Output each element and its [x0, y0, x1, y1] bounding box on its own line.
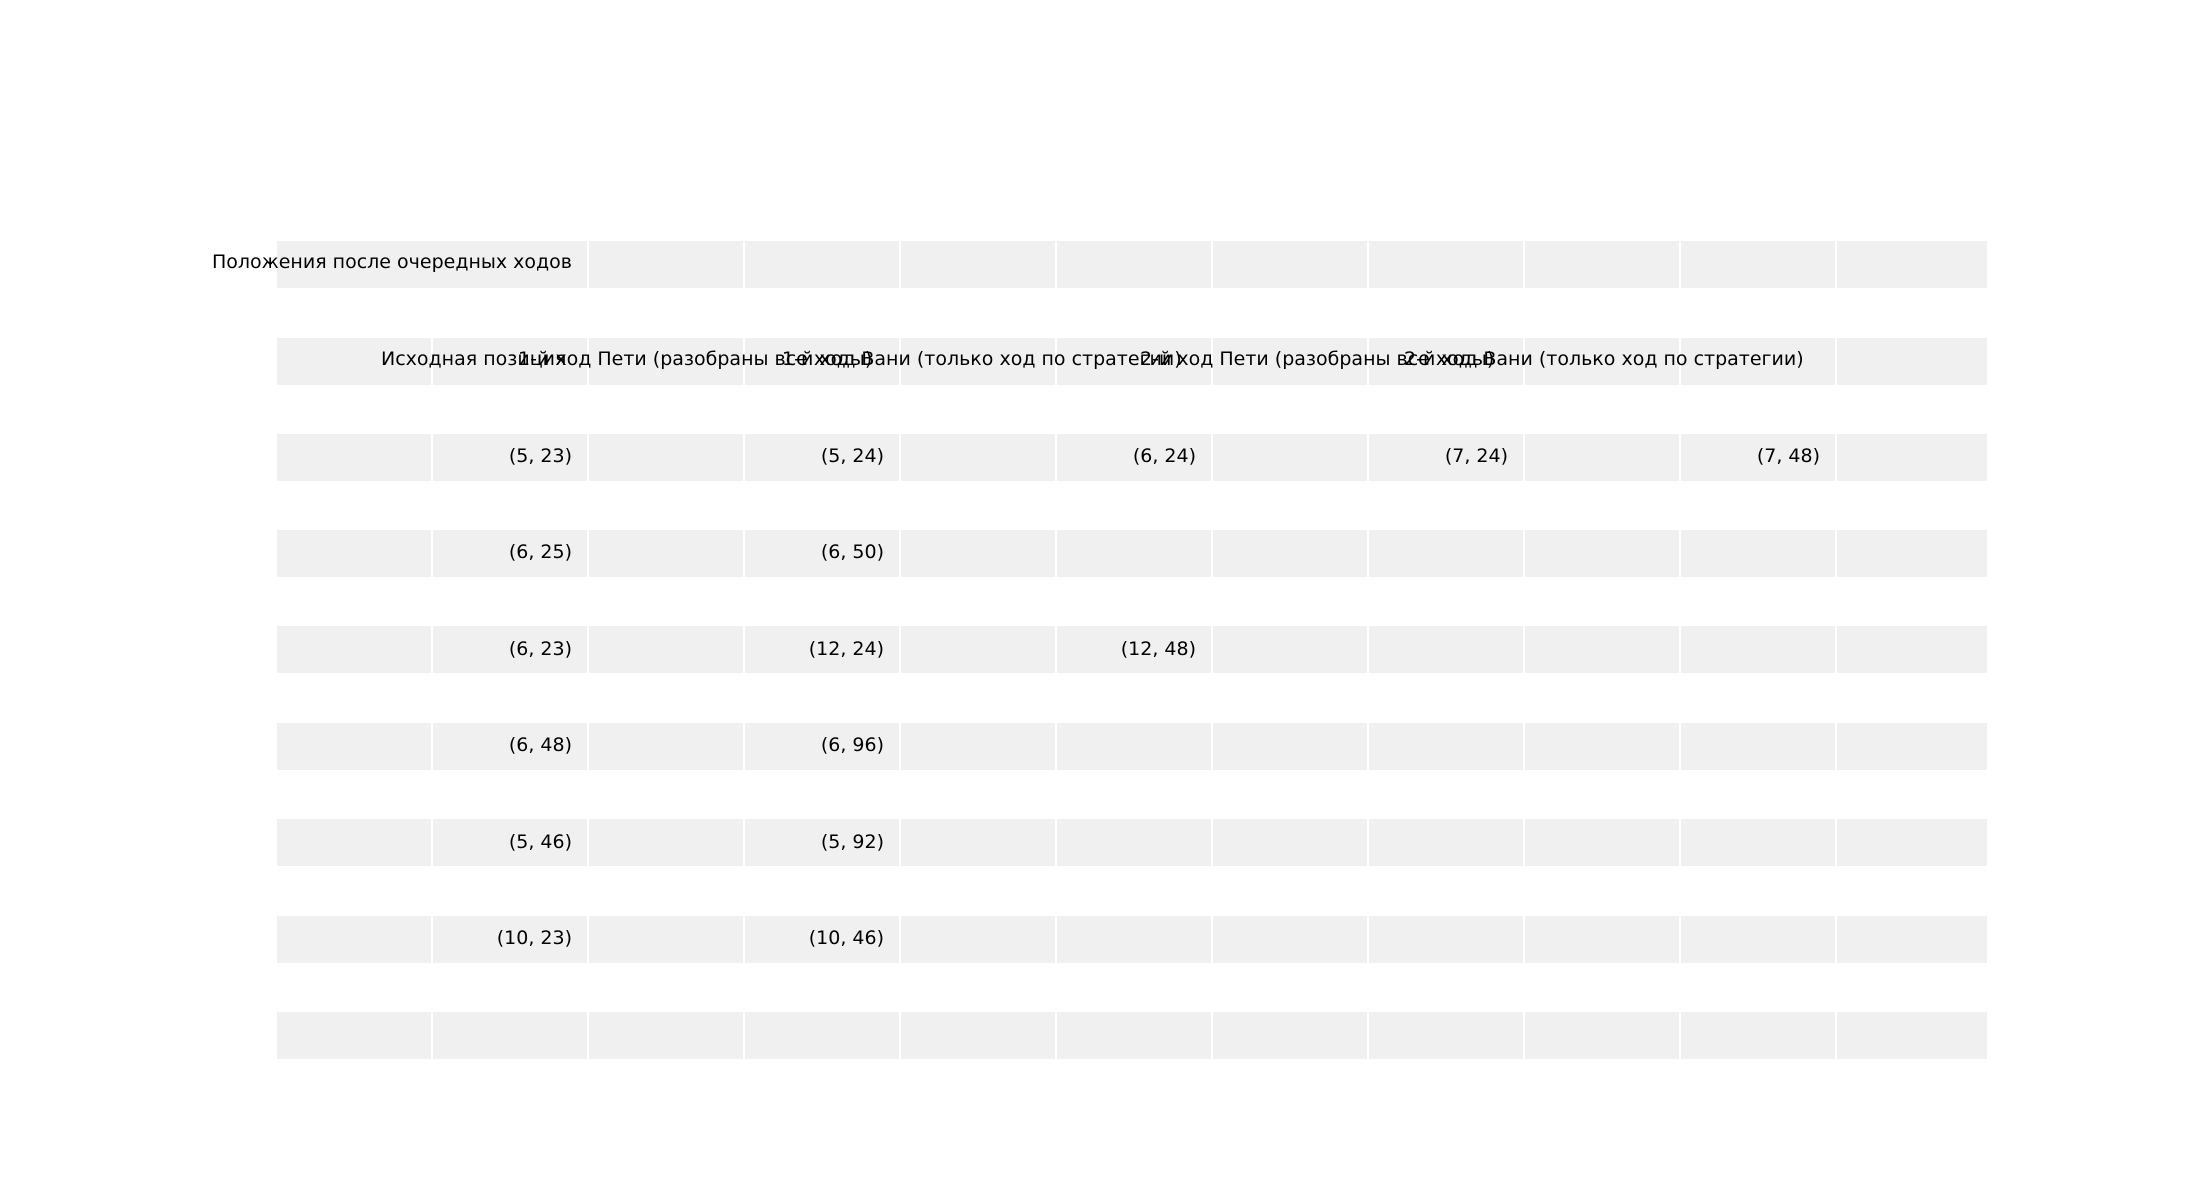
grid-cell[interactable] [1369, 530, 1523, 577]
grid-cell[interactable] [1681, 530, 1835, 577]
grid-cell[interactable] [901, 723, 1055, 770]
cell-value: (6, 48) [508, 734, 572, 756]
grid-cell[interactable] [1213, 530, 1367, 577]
grid-cell[interactable] [1369, 1012, 1523, 1059]
grid-cell[interactable] [277, 1012, 431, 1059]
grid-cell[interactable] [1057, 1012, 1211, 1059]
grid-cell[interactable] [1681, 819, 1835, 866]
grid-cell[interactable] [745, 1012, 899, 1059]
cell-value: (12, 24) [808, 638, 884, 660]
grid-cell[interactable] [1837, 338, 1987, 385]
grid-cell[interactable] [1837, 916, 1987, 963]
cell-value: (10, 23) [496, 927, 572, 949]
grid-cell[interactable] [901, 819, 1055, 866]
grid-cell[interactable] [901, 241, 1055, 288]
cell-value: (7, 48) [1756, 445, 1820, 467]
header-initial-position: Исходная позиция [381, 348, 567, 370]
grid-cell[interactable] [433, 1012, 587, 1059]
cell-value: (12, 48) [1120, 638, 1196, 660]
grid-cell[interactable] [1213, 1012, 1367, 1059]
cell-value: (5, 23) [508, 445, 572, 467]
table-row [277, 1012, 1987, 1059]
grid-cell[interactable] [589, 819, 743, 866]
grid-cell[interactable] [589, 241, 743, 288]
grid-cell[interactable] [1525, 1012, 1679, 1059]
header-vanya-move-1: 1-й ход Вани (только ход по стратегии) [782, 348, 1182, 370]
grid-cell[interactable] [277, 626, 431, 673]
grid-cell[interactable] [1837, 241, 1987, 288]
grid-cell[interactable] [1525, 723, 1679, 770]
grid-cell[interactable] [1837, 819, 1987, 866]
grid-cell[interactable] [1057, 241, 1211, 288]
grid-cell[interactable] [277, 434, 431, 481]
grid-cell[interactable] [1525, 819, 1679, 866]
cell-value: (10, 46) [808, 927, 884, 949]
grid-cell[interactable] [1057, 530, 1211, 577]
cell-value: (7, 24) [1444, 445, 1508, 467]
grid-cell[interactable] [1525, 916, 1679, 963]
grid-cell[interactable] [589, 434, 743, 481]
grid-cell[interactable] [1057, 819, 1211, 866]
grid-cell[interactable] [1681, 241, 1835, 288]
grid-cell[interactable] [1837, 434, 1987, 481]
grid-cell[interactable] [1525, 241, 1679, 288]
grid-cell[interactable] [1681, 626, 1835, 673]
grid-cell[interactable] [1213, 626, 1367, 673]
grid-cell[interactable] [1213, 723, 1367, 770]
grid-cell[interactable] [277, 723, 431, 770]
grid-cell[interactable] [1525, 434, 1679, 481]
cell-value: (6, 50) [820, 541, 884, 563]
grid-cell[interactable] [1369, 626, 1523, 673]
grid-cell[interactable] [1057, 916, 1211, 963]
cell-value: (6, 25) [508, 541, 572, 563]
grid-cell[interactable] [901, 434, 1055, 481]
grid-cell[interactable] [589, 916, 743, 963]
cell-value: (6, 23) [508, 638, 572, 660]
grid-cell[interactable] [589, 723, 743, 770]
grid-cell[interactable] [1213, 916, 1367, 963]
cell-value: (5, 24) [820, 445, 884, 467]
grid-cell[interactable] [1681, 723, 1835, 770]
grid-cell[interactable] [901, 530, 1055, 577]
grid-cell[interactable] [1837, 530, 1987, 577]
grid-cell[interactable] [277, 916, 431, 963]
grid-cell[interactable] [1213, 241, 1367, 288]
cell-value: (5, 92) [820, 831, 884, 853]
grid-cell[interactable] [1525, 530, 1679, 577]
grid-cell[interactable] [1837, 1012, 1987, 1059]
cell-value: (5, 46) [508, 831, 572, 853]
grid-cell[interactable] [1837, 723, 1987, 770]
grid-cell[interactable] [1369, 916, 1523, 963]
grid-cell[interactable] [1525, 626, 1679, 673]
grid-cell[interactable] [1369, 723, 1523, 770]
grid-cell[interactable] [1837, 626, 1987, 673]
grid-cell[interactable] [1057, 723, 1211, 770]
table-title: Положения после очередных ходов [211, 251, 572, 273]
header-petya-move-2: 2-й ход Пети (разобраны все ходы) [1140, 348, 1495, 370]
grid-cell[interactable] [901, 916, 1055, 963]
header-vanya-move-2: 2-й ход Вани (только ход по стратегии) [1404, 348, 1804, 370]
grid-cell[interactable] [745, 241, 899, 288]
grid-cell[interactable] [1369, 241, 1523, 288]
grid-cell[interactable] [277, 530, 431, 577]
grid-cell[interactable] [1681, 1012, 1835, 1059]
grid-cell[interactable] [589, 1012, 743, 1059]
grid-cell[interactable] [1213, 434, 1367, 481]
grid-cell[interactable] [1369, 819, 1523, 866]
grid-cell[interactable] [901, 1012, 1055, 1059]
grid-cell[interactable] [589, 530, 743, 577]
grid-cell[interactable] [901, 626, 1055, 673]
header-petya-move-1: 1-й ход Пети (разобраны все ходы) [518, 348, 873, 370]
cell-value: (6, 24) [1132, 445, 1196, 467]
grid-cell[interactable] [277, 819, 431, 866]
cell-value: (6, 96) [820, 734, 884, 756]
grid-cell[interactable] [1213, 819, 1367, 866]
grid-cell[interactable] [1681, 916, 1835, 963]
grid-cell[interactable] [589, 626, 743, 673]
